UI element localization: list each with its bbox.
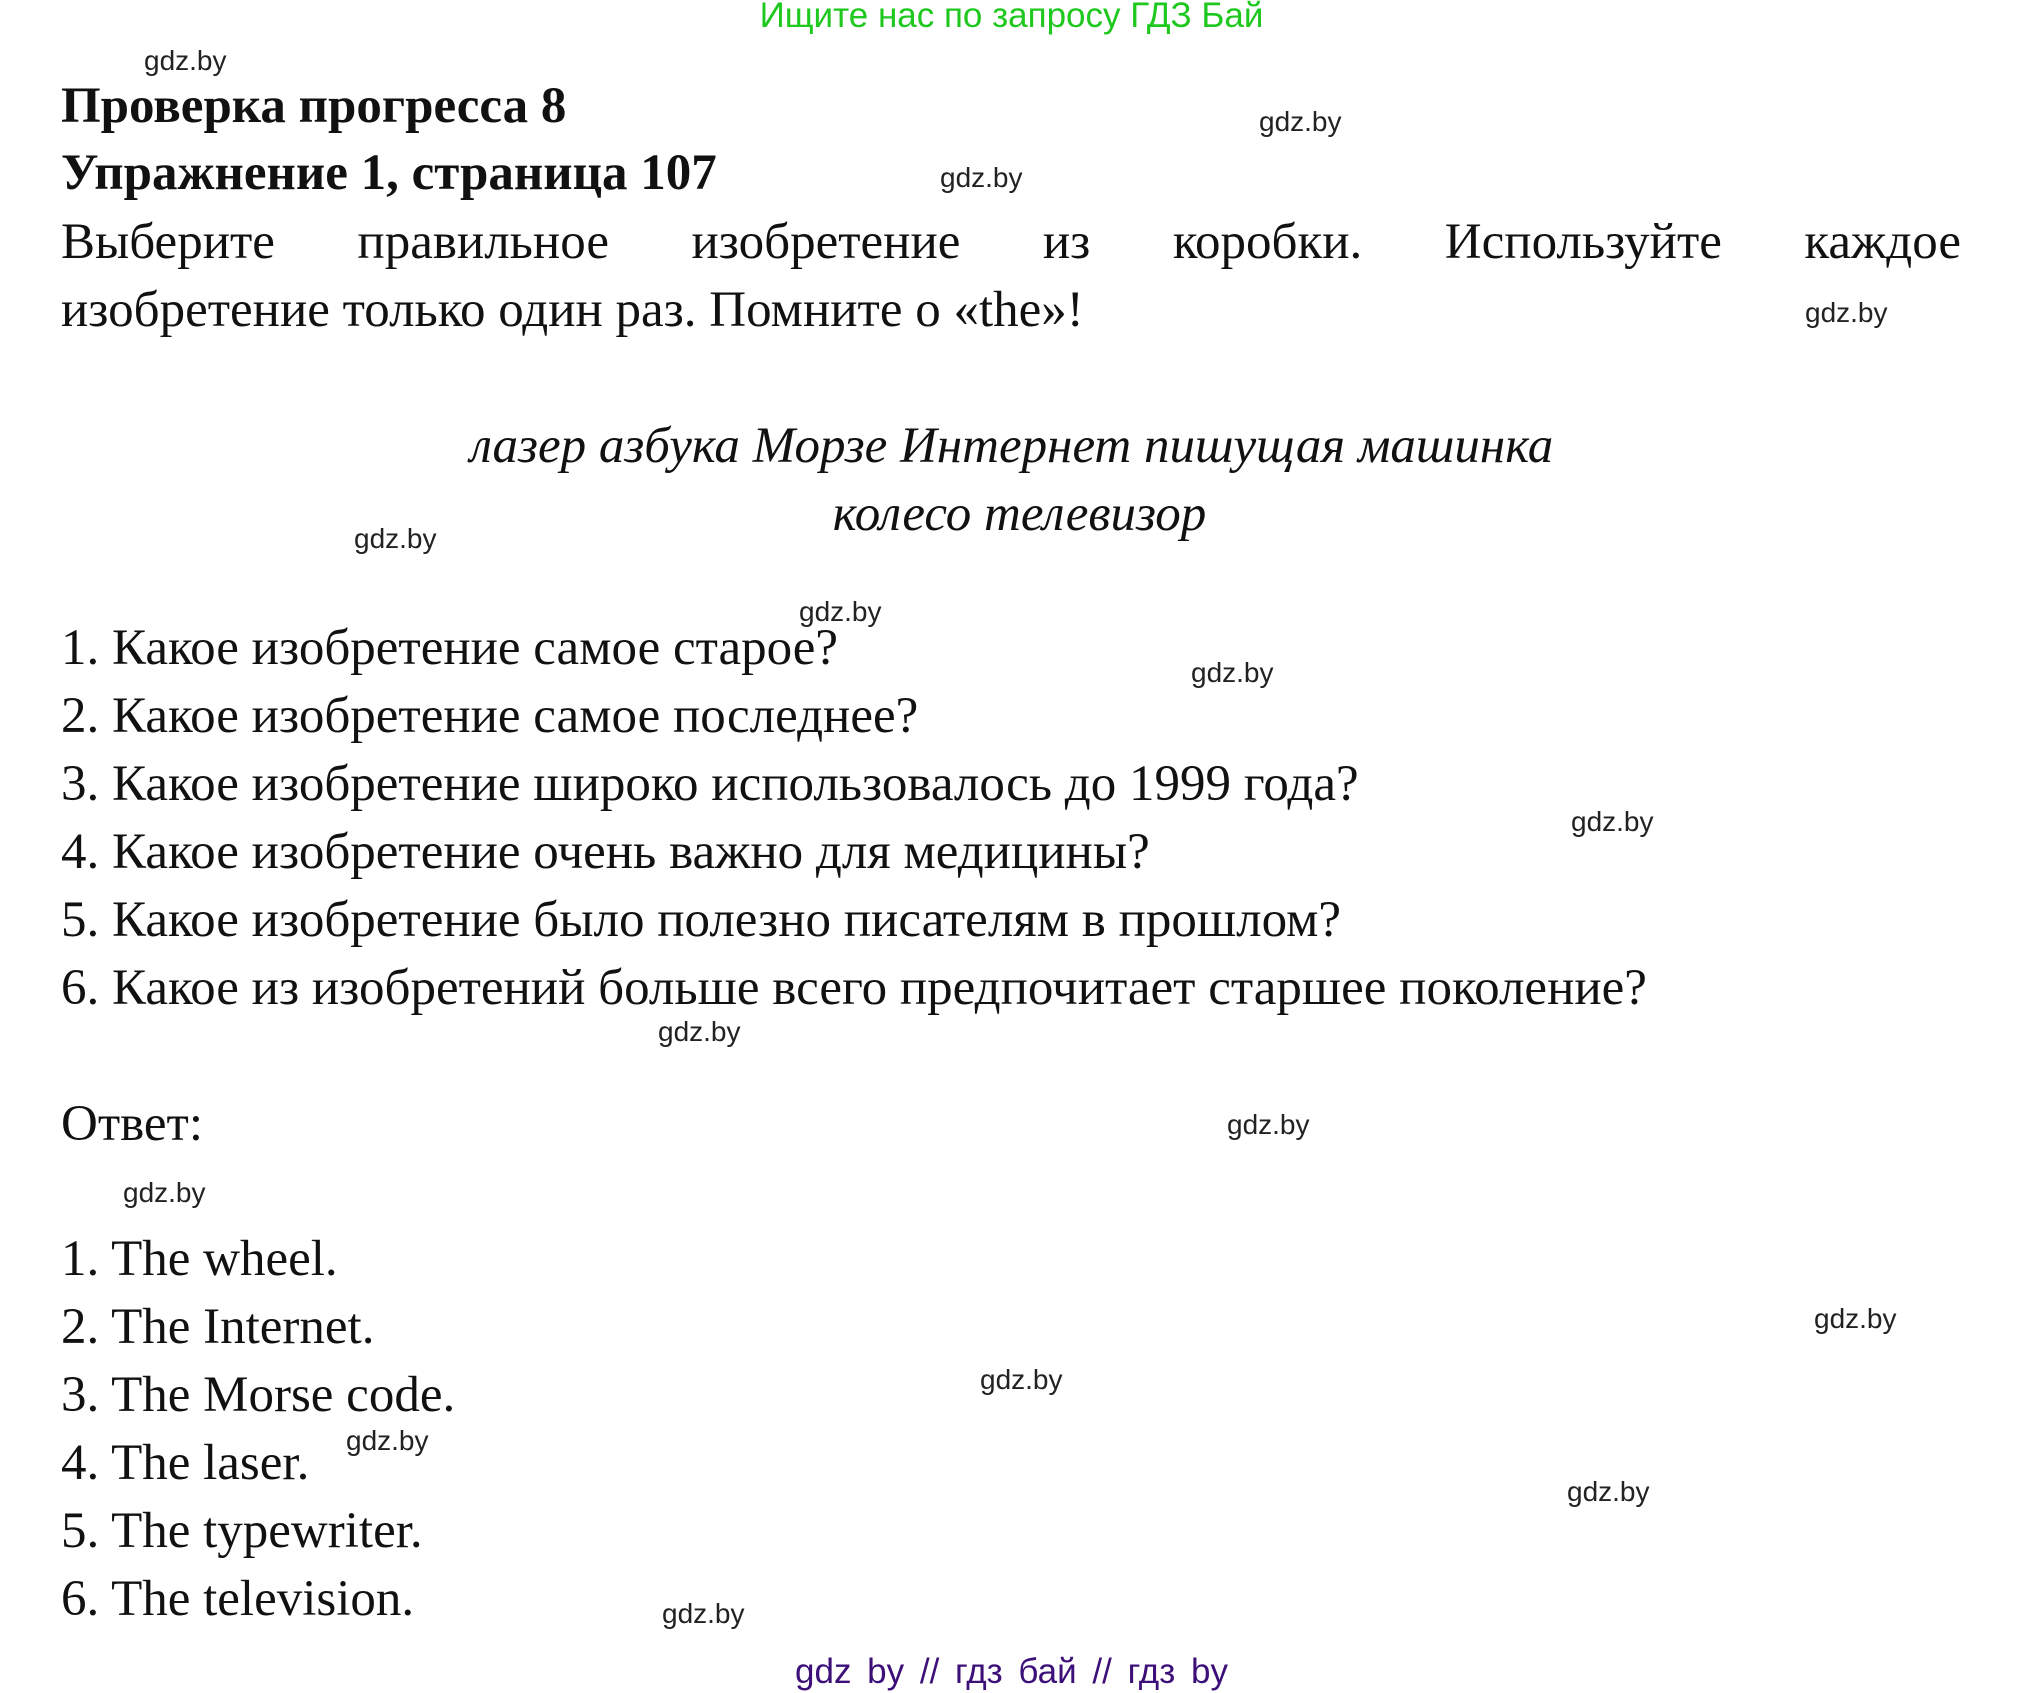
watermark: gdz.by bbox=[1571, 806, 1654, 837]
watermark: gdz.by bbox=[1814, 1303, 1897, 1334]
question: 4. Какое изобретение очень важно для медицины? bbox=[61, 824, 1150, 880]
answer: 3. The Morse code. bbox=[61, 1367, 456, 1423]
watermark: gdz.by bbox=[1227, 1109, 1310, 1140]
question: 5. Какое изобретение было полезно писателям в прошлом? bbox=[61, 892, 1342, 948]
watermark: gdz.by bbox=[123, 1177, 206, 1208]
question: 2. Какое изобретение самое последнее? bbox=[61, 688, 919, 744]
watermark: gdz.by bbox=[658, 1016, 741, 1047]
watermark: gdz.by bbox=[940, 162, 1023, 193]
watermark: gdz.by bbox=[799, 596, 882, 627]
answer: 5. The typewriter. bbox=[61, 1503, 423, 1559]
exercise-title: Упражнение 1, страница 107 bbox=[61, 145, 717, 201]
watermark: gdz.by bbox=[346, 1425, 429, 1456]
question: 6. Какое из изобретений больше всего предпочитает старшее поколение? bbox=[61, 960, 1647, 1016]
answer: 1. The wheel. bbox=[61, 1231, 338, 1287]
instruction bbox=[61, 208, 1961, 276]
search-banner: Ищите нас по запросу ГДЗ Бай bbox=[759, 0, 1264, 35]
word-box-line: лазер азбука Морзе Интернет пишущая машинка bbox=[469, 418, 1554, 474]
answer: 6. The television. bbox=[61, 1571, 415, 1627]
word-box-line: колесо телевизор bbox=[832, 486, 1207, 542]
watermark: gdz.by bbox=[354, 523, 437, 554]
watermark: gdz.by bbox=[1567, 1476, 1650, 1507]
page-title: Проверка прогресса 8 bbox=[61, 78, 567, 134]
question: 3. Какое изобретение широко использовалось до 1999 года? bbox=[61, 756, 1359, 812]
instruction-line: изобретение только один раз. Помните о «the»! bbox=[61, 282, 1084, 338]
answer: 2. The Internet. bbox=[61, 1299, 375, 1355]
watermark: gdz.by bbox=[662, 1598, 745, 1629]
watermark: gdz.by bbox=[1259, 106, 1342, 137]
watermark: gdz.by bbox=[144, 45, 227, 76]
watermark: gdz.by bbox=[1805, 297, 1888, 328]
watermark: gdz.by bbox=[1191, 657, 1274, 688]
footer-links: gdz by // гдз бай // гдз by bbox=[795, 1652, 1228, 1691]
instruction-line: Выберите правильное изобретение из коробки. Используйте каждое bbox=[61, 214, 1961, 270]
answer-label: Ответ: bbox=[61, 1096, 203, 1152]
answer: 4. The laser. bbox=[61, 1435, 310, 1491]
watermark: gdz.by bbox=[980, 1364, 1063, 1395]
question: 1. Какое изобретение самое старое? bbox=[61, 620, 839, 676]
